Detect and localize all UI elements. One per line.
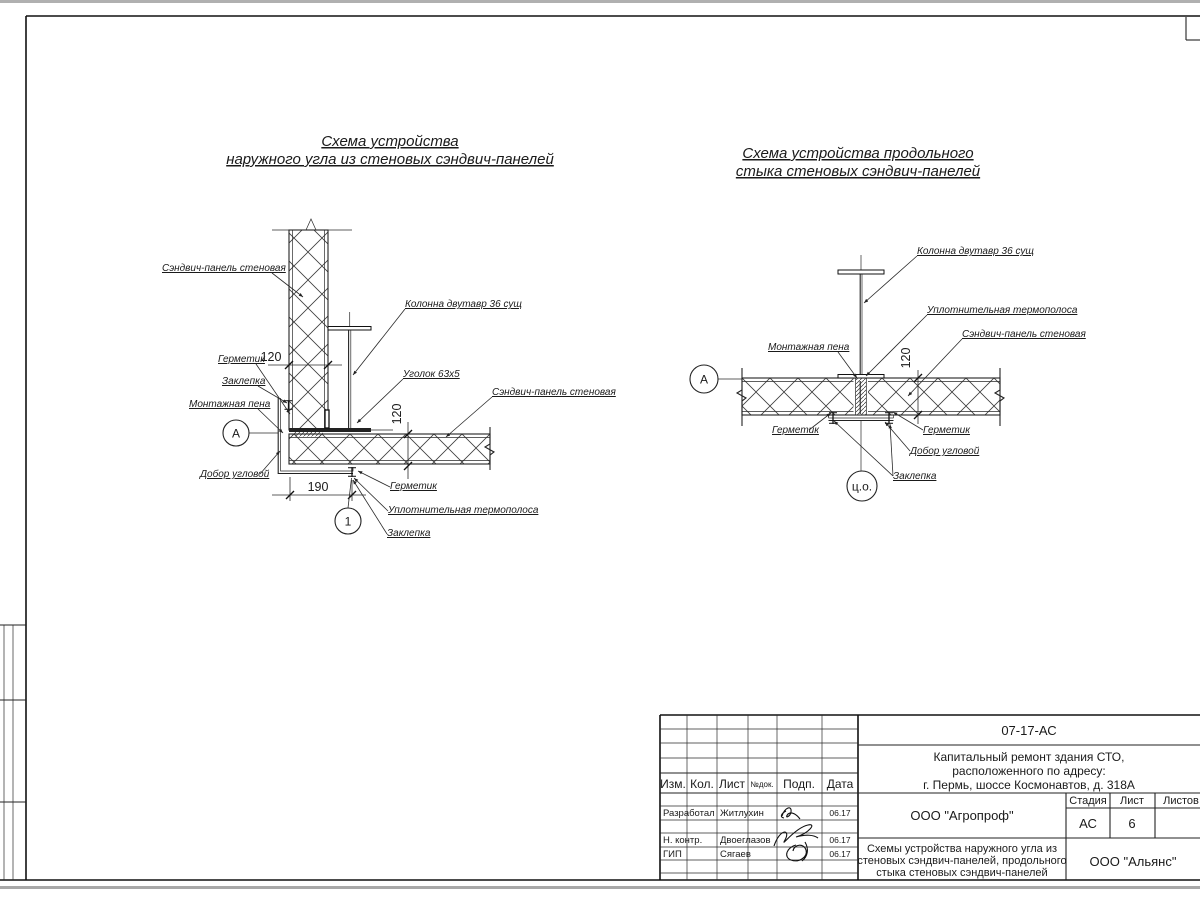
label-column: Колонна двутавр 36 сущ	[405, 299, 522, 310]
left-vertical-panel	[272, 219, 352, 430]
row2-date: 06.17	[829, 849, 851, 859]
left-node-marker	[223, 420, 278, 446]
left-scheme-title-line2: наружного угла из стеновых сэндвич-панелей	[226, 151, 554, 168]
right-axis-letters: ц.о.	[851, 479, 873, 494]
col-data: Дата	[826, 777, 854, 791]
left-node-letter: А	[231, 426, 241, 441]
label-rivet-top: Заклепка	[222, 376, 266, 387]
sheets-label: Листов	[1163, 795, 1199, 807]
right-scheme-title-line2: стыка стеновых сэндвич-панелей	[735, 163, 981, 180]
label-rivet-bottom: Заклепка	[387, 528, 431, 539]
sheet-title-line2: стеновых сэндвич-панелей, продольного	[857, 855, 1067, 867]
stage-value: АС	[1079, 816, 1097, 831]
label-right-column: Колонна двутавр 36 сущ	[917, 246, 1034, 257]
signature-zhitlukhin	[781, 808, 800, 819]
label-sealant-top: Герметик	[218, 354, 265, 365]
left-labels	[162, 263, 616, 539]
col-podp: Подп.	[783, 777, 815, 791]
row1-role: Н. контр.	[663, 835, 703, 846]
left-rivet-bottom	[348, 467, 356, 477]
developer-org: ООО "Агропроф"	[910, 808, 1014, 823]
signature-syagaev	[787, 842, 808, 861]
row1-date: 06.17	[829, 835, 851, 845]
col-list: Лист	[718, 777, 746, 791]
right-axis-marker	[847, 421, 877, 501]
stage-label: Стадия	[1069, 795, 1107, 807]
label-thermal-strip: Уплотнительная термополоса	[388, 505, 539, 516]
label-angle: Уголок 63х5	[403, 369, 460, 380]
label-right-corner-trim: Добор угловой	[910, 446, 980, 457]
label-right-rivet: Заклепка	[893, 471, 937, 482]
left-dim-corner-190-text: 190	[307, 480, 329, 494]
right-scheme-title-line1: Схема устройства продольного	[742, 145, 974, 162]
col-kol: Кол.	[690, 777, 714, 791]
label-panel-right: Сэндвич-панель стеновая	[492, 387, 616, 398]
left-scheme	[162, 133, 616, 539]
right-scheme	[690, 145, 1086, 501]
right-dim-120-text: 120	[899, 347, 913, 369]
col-ndok: №док.	[750, 780, 774, 789]
row2-name: Сягаев	[720, 849, 751, 860]
title-block-grid	[660, 715, 858, 880]
row0-name: Житлухин	[720, 808, 764, 819]
sheet-title-line3: стыка стеновых сэндвич-панелей	[876, 867, 1048, 879]
left-scheme-title-line1: Схема устройства	[321, 133, 459, 150]
right-labels	[768, 246, 1086, 482]
left-dim-corner-190	[272, 477, 366, 501]
signature-dvoeglazov	[774, 825, 818, 846]
left-edge-stamp	[0, 625, 26, 880]
row0-role: Разработал	[663, 808, 715, 819]
title-block	[660, 715, 1200, 880]
project-line1: Капитальный ремонт здания СТО,	[933, 750, 1125, 764]
doc-number: 07-17-АС	[1001, 723, 1057, 738]
sheet-label: Лист	[1120, 795, 1144, 807]
label-right-sealant-left: Герметик	[772, 425, 819, 436]
left-detail-number: 1	[344, 514, 352, 529]
label-right-panel: Сэндвич-панель стеновая	[962, 329, 1086, 340]
label-panel-left: Сэндвич-панель стеновая	[162, 263, 286, 274]
label-right-thermal-strip: Уплотнительная термополоса	[927, 305, 1078, 316]
left-dim-wall-120-text: 120	[260, 350, 282, 364]
col-izm: Изм.	[660, 777, 686, 791]
project-line2: расположенного по адресу:	[952, 764, 1106, 778]
label-corner-trim: Добор угловой	[200, 469, 270, 480]
contractor-org: ООО "Альянс"	[1089, 854, 1177, 869]
sheet-title-line1: Схемы устройства наружного угла из	[866, 843, 1058, 855]
right-node-marker	[690, 365, 742, 393]
label-right-sealant-right: Герметик	[923, 425, 970, 436]
row0-date: 06.17	[829, 808, 851, 818]
label-sealant-bottom: Герметик	[390, 481, 437, 492]
sheet-value: 6	[1128, 816, 1136, 831]
right-node-letter: А	[699, 372, 709, 387]
project-line3: г. Пермь, шоссе Космонавтов, д. 318А	[923, 778, 1135, 792]
row1-name: Двоеглазов	[720, 835, 771, 846]
row2-role: ГИП	[663, 849, 682, 860]
label-foam: Монтажная пена	[189, 399, 271, 410]
label-right-foam: Монтажная пена	[768, 342, 850, 353]
left-dim-panel-120-text: 120	[390, 403, 404, 425]
